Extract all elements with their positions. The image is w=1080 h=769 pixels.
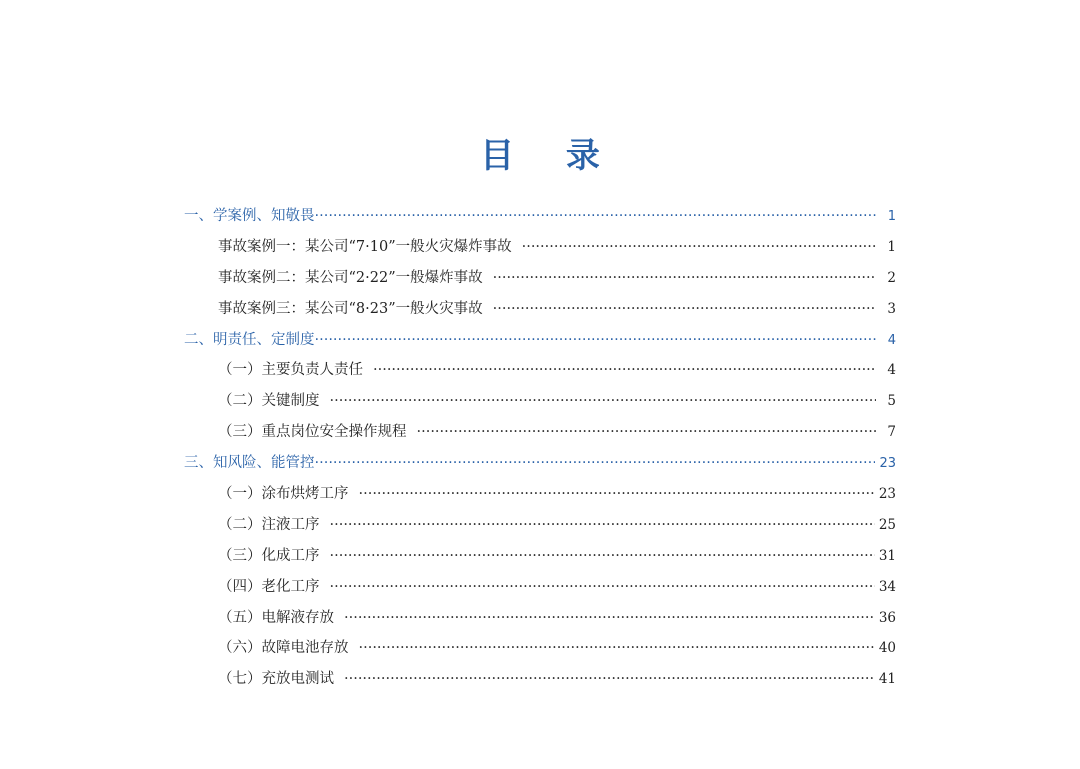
- toc-dot-leader: [522, 232, 876, 263]
- toc-page-number: 1: [887, 238, 896, 255]
- toc-entry-label: （二）关键制度: [218, 393, 320, 410]
- toc-entry-label: （七）充放电测试: [218, 671, 334, 688]
- toc-page-number: 1: [887, 209, 896, 224]
- toc-dot-leader: [315, 201, 877, 232]
- toc-entry[interactable]: [184, 355, 896, 386]
- toc-entry-label: 事故案例三：某公司“8·23”一般火灾事故: [218, 300, 483, 317]
- toc-entry-label: （五）电解液存放: [218, 609, 334, 626]
- toc-dot-leader: [330, 386, 877, 417]
- toc-dot-leader: [417, 417, 877, 448]
- toc-title: 目 录: [480, 136, 620, 176]
- toc-entry-label: （三）重点岗位安全操作规程: [218, 424, 407, 441]
- toc-dot-leader: [344, 603, 875, 634]
- toc-entry-label: （六）故障电池存放: [218, 640, 349, 657]
- toc-entry-label: （四）老化工序: [218, 578, 320, 595]
- toc-page-number: 2: [887, 269, 896, 286]
- toc-page-number: 23: [879, 456, 896, 472]
- toc-dot-leader: [359, 633, 875, 664]
- toc-entry-label: 事故案例一：某公司“7·10”一般火灾爆炸事故: [218, 238, 512, 255]
- toc-dot-leader: [493, 263, 876, 294]
- toc-entry[interactable]: [184, 386, 896, 417]
- toc-dot-leader: [330, 510, 875, 541]
- toc-page-number: 25: [878, 516, 896, 533]
- toc-page-number: 3: [887, 300, 896, 317]
- toc-dot-leader: [493, 294, 876, 325]
- toc-page-number: 34: [878, 578, 896, 595]
- toc-page-number: 40: [878, 640, 896, 657]
- toc-entry[interactable]: [184, 232, 896, 263]
- toc-page-number: 23: [878, 486, 896, 503]
- toc-entry[interactable]: [184, 572, 896, 603]
- toc-page-number: 36: [878, 609, 896, 626]
- toc-dot-leader: [344, 664, 875, 695]
- toc-entry-label: （一）主要负责人责任: [218, 362, 363, 379]
- toc-entry[interactable]: [184, 664, 896, 695]
- toc-entry[interactable]: [184, 633, 896, 664]
- toc-page-number: 31: [878, 547, 896, 564]
- toc-dot-leader: [359, 479, 875, 510]
- toc-dot-leader: [315, 325, 877, 356]
- toc-dot-leader: [330, 541, 875, 572]
- toc-section-1[interactable]: [184, 201, 896, 232]
- toc-dot-leader: [315, 448, 876, 479]
- toc-entry[interactable]: [184, 510, 896, 541]
- toc-entry[interactable]: [184, 541, 896, 572]
- toc-entry-label: （二）注液工序: [218, 516, 320, 533]
- toc-entry[interactable]: [184, 294, 896, 325]
- toc-section-2[interactable]: [184, 325, 896, 356]
- toc-entry[interactable]: [184, 417, 896, 448]
- toc-page-number: 41: [878, 671, 896, 688]
- toc-dot-leader: [373, 355, 876, 386]
- toc-entry-label: 三、知风险、能管控: [184, 455, 315, 472]
- toc-entry-label: 二、明责任、定制度: [184, 331, 315, 348]
- toc-entry-label: （一）涂布烘烤工序: [218, 486, 349, 503]
- toc-entry[interactable]: [184, 479, 896, 510]
- toc-page-number: 7: [887, 424, 896, 441]
- toc-entry[interactable]: [184, 263, 896, 294]
- toc-page-number: 4: [887, 362, 896, 379]
- toc-page-number: 5: [887, 393, 896, 410]
- toc-dot-leader: [330, 572, 875, 603]
- toc-section-3[interactable]: [184, 448, 896, 479]
- toc-entry[interactable]: [184, 603, 896, 634]
- toc-entry-label: （三）化成工序: [218, 547, 320, 564]
- toc-entry-label: 事故案例二：某公司“2·22”一般爆炸事故: [218, 269, 483, 286]
- toc-entry-label: 一、学案例、知敬畏: [184, 208, 315, 224]
- toc-list: [184, 201, 896, 695]
- toc-page-number: 4: [887, 332, 896, 348]
